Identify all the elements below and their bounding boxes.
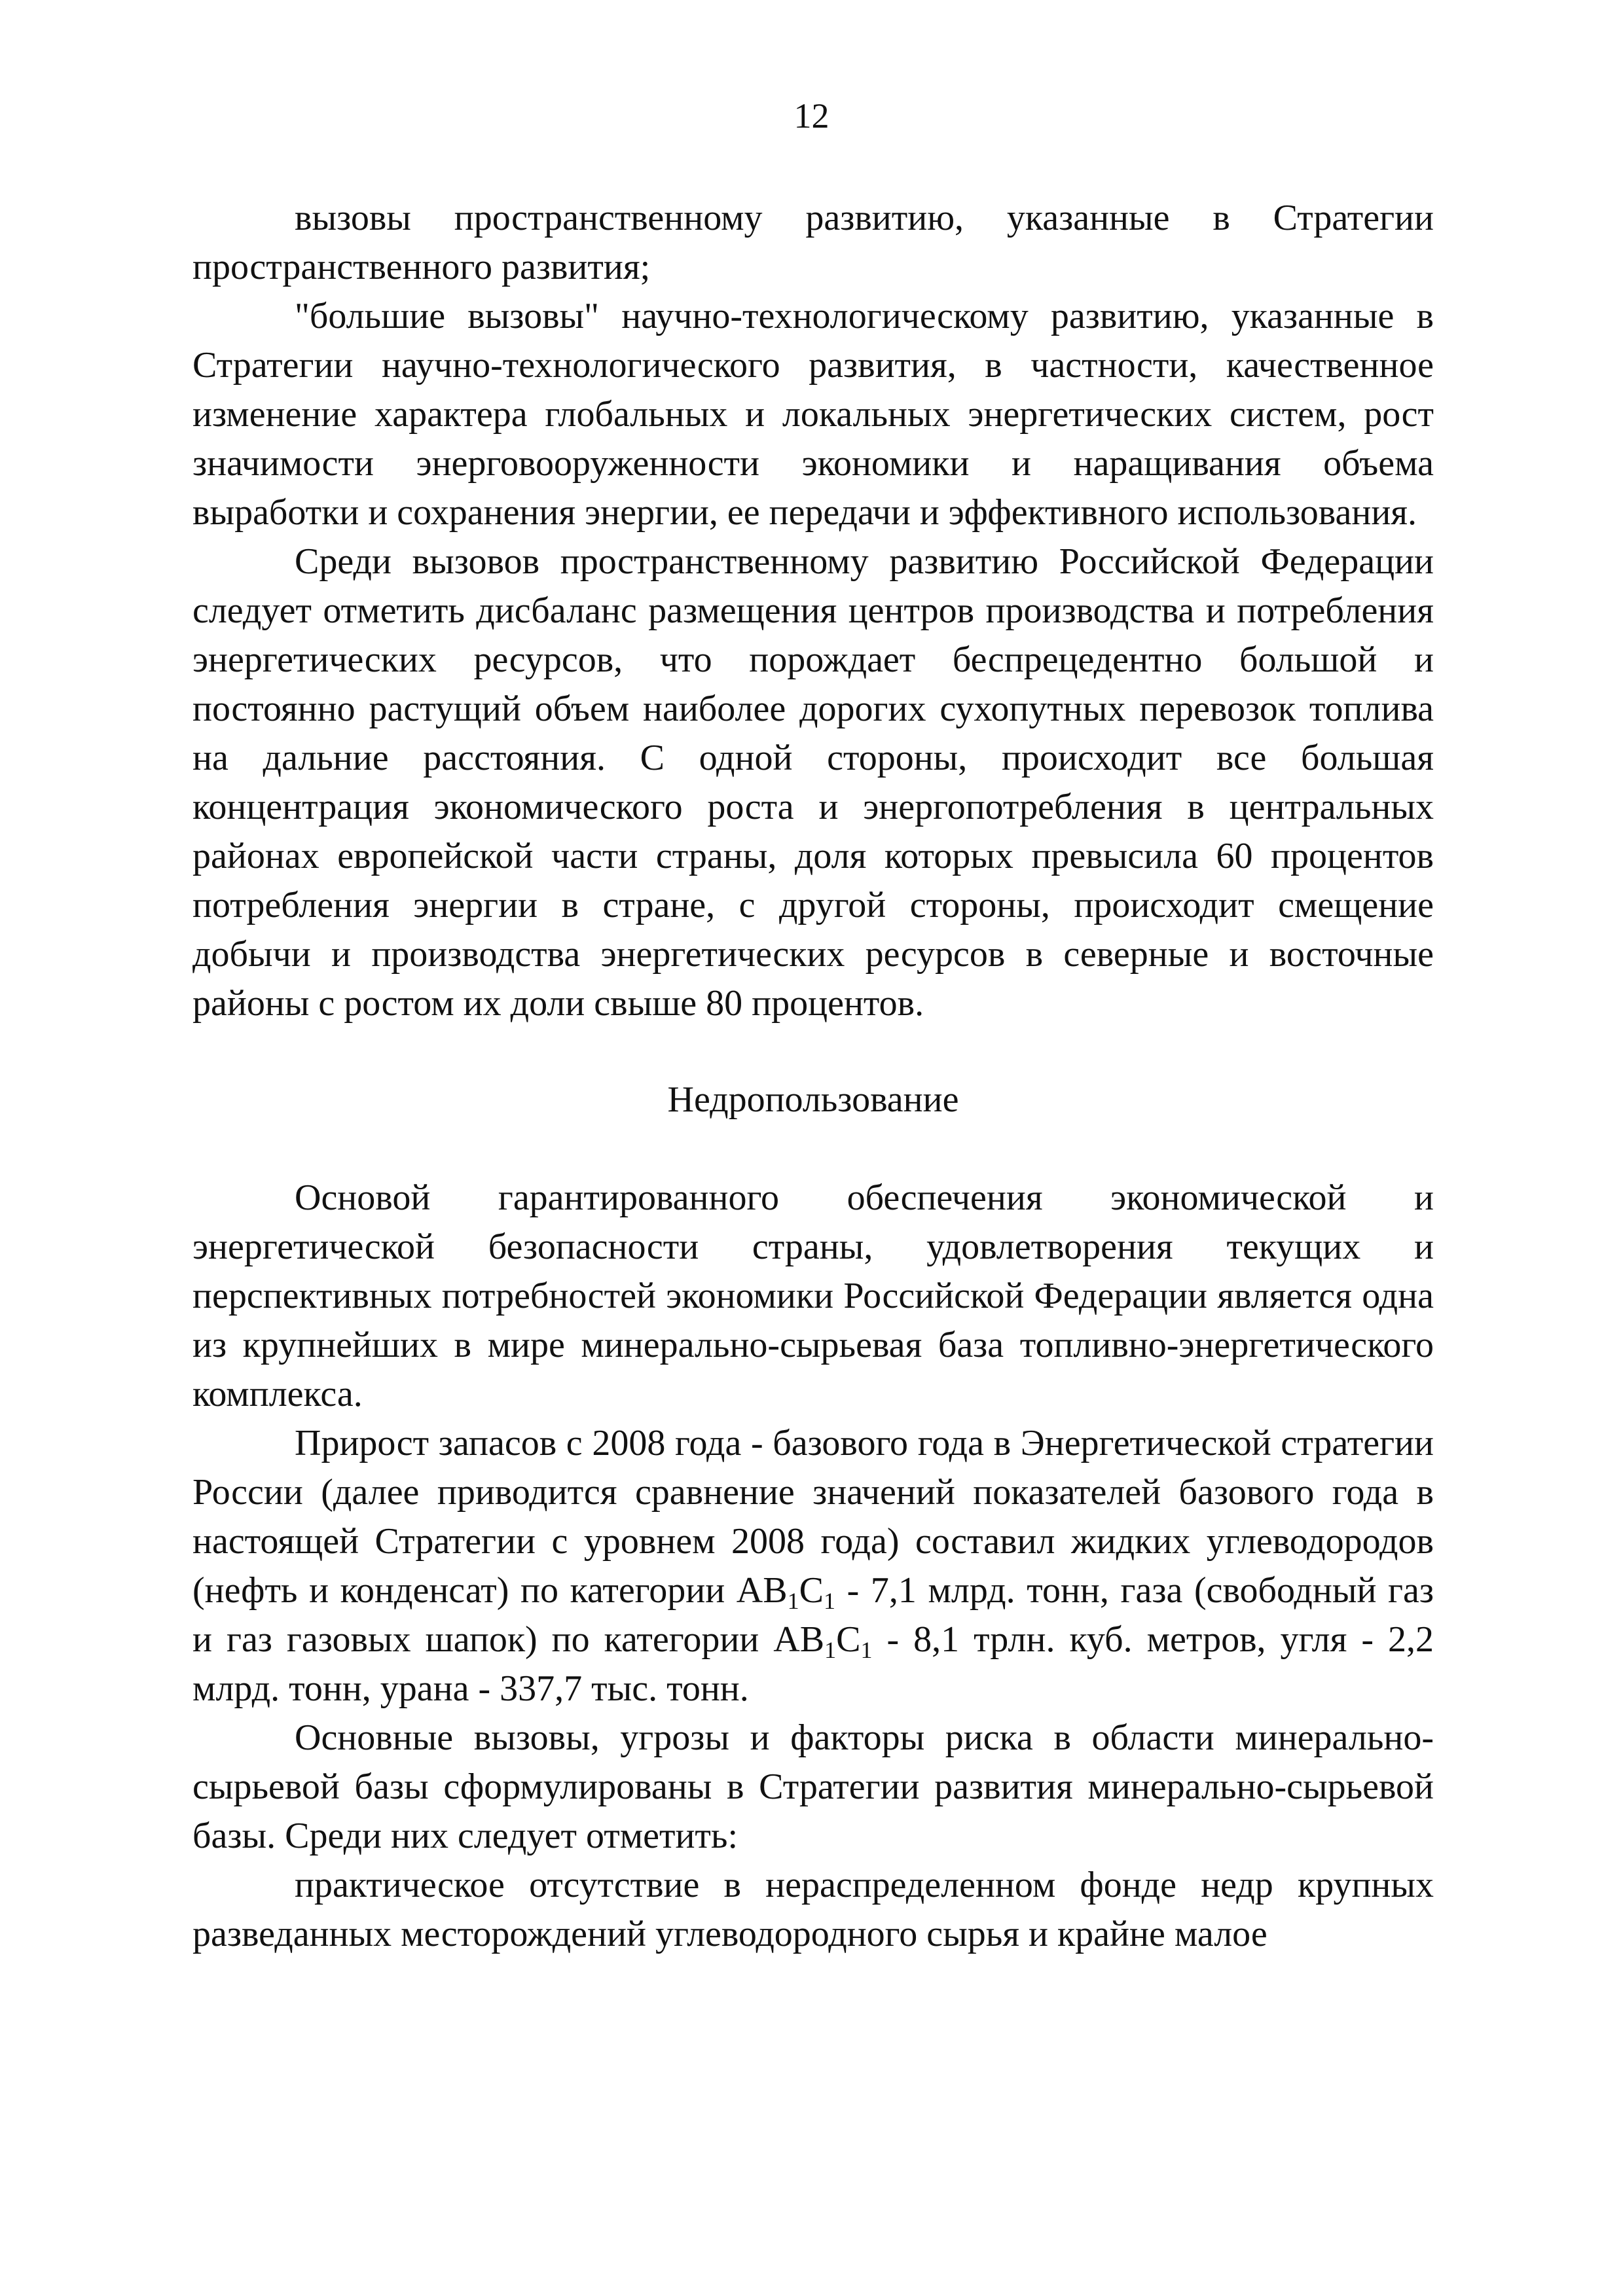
subscript: 1 [824, 1637, 837, 1663]
subscript: 1 [860, 1637, 873, 1663]
paragraph: Основные вызовы, угрозы и факторы риска в области минерально-сырьевой базы сформулированы в Стратегии развития минерально-сырьевой базы. Среди них следует отметить: [192, 1717, 1434, 1856]
paragraph: практическое отсутствие в нераспределенном фонде недр крупных разведанных месторождений углеводородного сырья и крайне малое [192, 1865, 1434, 1954]
paragraph-reserves [192, 1419, 1434, 1713]
paragraph: Среди вызовов пространственному развитию Российской Федерации следует отметить дисбаланс размещения центров производства и потребления энергетических ресурсов, что порождает беспрецедентно большой и постоянно растущий объем наиболее дорогих сухопутных перевозок топлива на дальние расстояния. С одной стороны, происходит все большая концентрация экономического роста и энергопотребления в центральных районах европейской части страны, доля которых превысила 60 процентов потребления энергии в стране, с другой стороны, происходит смещение добычи и производства энергетических ресурсов в северные и восточные районы с ростом их доли свыше 80 процентов. [192, 541, 1434, 1024]
text-run: - 7,1 млрд. тонн, газа (свободный газ и газ газовых шапок) по категории АВ [192, 1570, 1434, 1660]
subscript: 1 [823, 1588, 835, 1614]
text-run: - 8,1 трлн. куб. метров, угля - 2,2 млрд. тонн, урана - 337,7 тыс. тонн. [192, 1619, 1434, 1709]
paragraph: вызовы пространственному развитию, указанные в Стратегии пространственного развития; [192, 198, 1434, 287]
document-body [192, 194, 1434, 1959]
text-run: С [836, 1619, 861, 1660]
paragraph: "большие вызовы" научно-технологическому развитию, указанные в Стратегии научно-технологического развития, в частности, качественное изменение характера глобальных и локальных энергетических систем, рост значимости энерговооруженности экономики и наращивания объема выработки и сохранения энергии, ее передачи и эффективного использования. [192, 296, 1434, 533]
text-run: Прирост запасов с 2008 года - базового года в Энергетической стратегии России (далее приводится сравнение значений показателей базового года в настоящей Стратегии с уровнем 2008 года) составил жидких углеводородов (нефть и конденсат) по категории АВ [192, 1423, 1434, 1611]
subscript: 1 [787, 1588, 799, 1614]
section-heading: Недропользование [667, 1079, 959, 1120]
paragraph: Основой гарантированного обеспечения экономической и энергетической безопасности страны, удовлетворения текущих и перспективных потребностей экономики Российской Федерации является одна из крупнейших в мире минерально-сырьевая база топливно-энергетического комплекса. [192, 1177, 1434, 1414]
text-run: С [799, 1570, 824, 1611]
page-number: 12 [793, 96, 830, 135]
